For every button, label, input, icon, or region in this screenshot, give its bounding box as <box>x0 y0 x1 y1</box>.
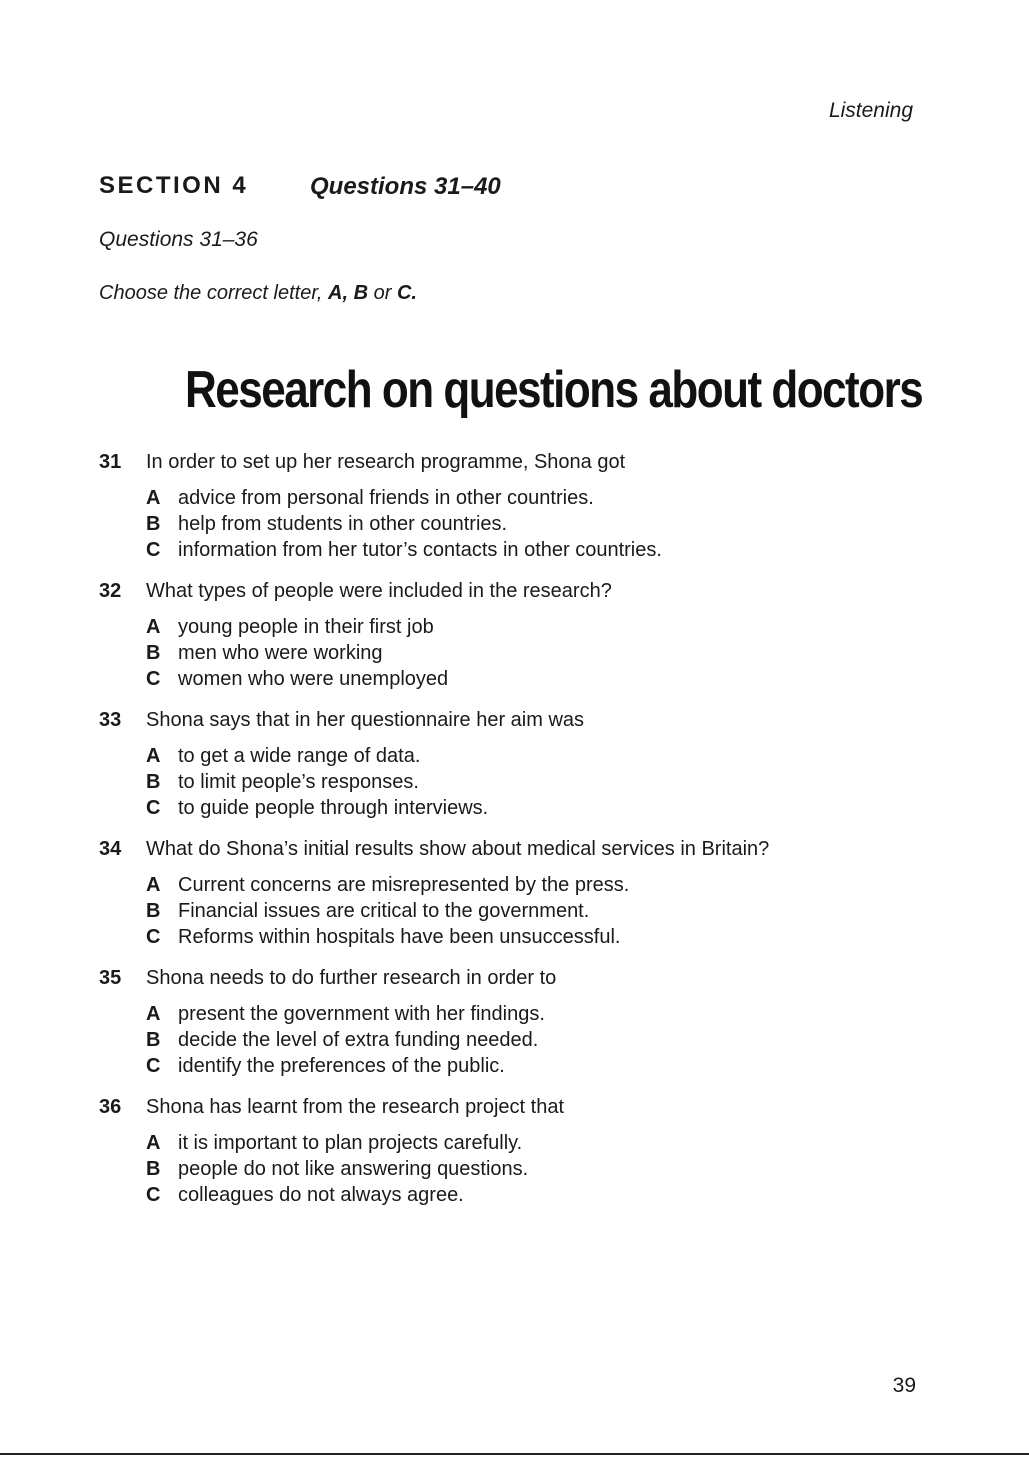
option-letter: B <box>146 771 161 793</box>
option-text: people do not like answering questions. <box>178 1158 529 1180</box>
question-35 <box>99 967 929 1081</box>
question-number: 34 <box>99 838 122 860</box>
option-b[interactable] <box>146 1158 929 1184</box>
running-header: Listening <box>828 99 913 122</box>
option-letter: B <box>146 900 161 922</box>
option-letter: B <box>146 642 161 664</box>
question-header <box>99 1096 929 1124</box>
option-c[interactable] <box>146 1184 929 1210</box>
option-text: to limit people’s responses. <box>178 771 419 793</box>
instruction <box>99 282 417 305</box>
subsection-range: Questions 31–36 <box>99 228 258 251</box>
option-a[interactable] <box>146 487 929 513</box>
option-letter: C <box>146 797 161 819</box>
option-b[interactable] <box>146 771 929 797</box>
question-stem: In order to set up her research programme, Shona got <box>146 451 626 473</box>
question-header <box>99 580 929 608</box>
question-stem: What types of people were included in the research? <box>146 580 612 602</box>
option-text: Current concerns are misrepresented by the press. <box>178 874 630 896</box>
page-number: 39 <box>892 1374 916 1397</box>
option-text: identify the preferences of the public. <box>178 1055 505 1077</box>
option-text: to get a wide range of data. <box>178 745 421 767</box>
option-c[interactable] <box>146 668 929 694</box>
option-list <box>146 874 929 952</box>
option-b[interactable] <box>146 1029 929 1055</box>
option-text: information from her tutor’s contacts in other countries. <box>178 539 662 561</box>
option-c[interactable] <box>146 926 929 952</box>
option-text: it is important to plan projects carefully. <box>178 1132 523 1154</box>
option-c[interactable] <box>146 1055 929 1081</box>
instruction-text: Choose the correct letter, <box>99 282 323 304</box>
instruction-letter-c: C. <box>396 282 417 304</box>
section-label: SECTION 4 <box>99 172 249 199</box>
option-letter: A <box>146 616 161 638</box>
option-list <box>146 487 929 565</box>
question-stem: Shona needs to do further research in order to <box>146 967 557 989</box>
option-a[interactable] <box>146 874 929 900</box>
option-letter: C <box>146 1184 161 1206</box>
question-header <box>99 709 929 737</box>
option-text: present the government with her findings. <box>178 1003 545 1025</box>
option-a[interactable] <box>146 1132 929 1158</box>
option-b[interactable] <box>146 513 929 539</box>
question-number: 36 <box>99 1096 122 1118</box>
page-title: Research on questions about doctors <box>185 361 923 419</box>
question-stem: Shona has learnt from the research project that <box>146 1096 565 1118</box>
option-text: to guide people through interviews. <box>178 797 489 819</box>
option-a[interactable] <box>146 745 929 771</box>
question-header <box>99 451 929 479</box>
option-letter: C <box>146 539 161 561</box>
option-letter: A <box>146 874 161 896</box>
option-text: colleagues do not always agree. <box>178 1184 464 1206</box>
question-36 <box>99 1096 929 1210</box>
option-a[interactable] <box>146 1003 929 1029</box>
option-b[interactable] <box>146 642 929 668</box>
option-a[interactable] <box>146 616 929 642</box>
instruction-or: or <box>373 282 392 304</box>
option-letter: C <box>146 668 161 690</box>
option-text: advice from personal friends in other countries. <box>178 487 594 509</box>
question-header <box>99 967 929 995</box>
option-letter: A <box>146 1003 161 1025</box>
question-32 <box>99 580 929 694</box>
question-header <box>99 838 929 866</box>
question-number: 35 <box>99 967 122 989</box>
option-c[interactable] <box>146 797 929 823</box>
option-letter: B <box>146 1029 161 1051</box>
option-text: decide the level of extra funding needed. <box>178 1029 539 1051</box>
option-letter: C <box>146 1055 161 1077</box>
option-letter: C <box>146 926 161 948</box>
question-number: 31 <box>99 451 122 473</box>
instruction-letter-b: B <box>353 282 369 304</box>
option-b[interactable] <box>146 900 929 926</box>
bottom-divider <box>0 1453 1029 1455</box>
section-question-range: Questions 31–40 <box>310 173 501 200</box>
question-31 <box>99 451 929 565</box>
question-34 <box>99 838 929 952</box>
option-letter: A <box>146 1132 161 1154</box>
option-letter: A <box>146 745 161 767</box>
option-letter: B <box>146 513 161 535</box>
option-list <box>146 616 929 694</box>
option-text: help from students in other countries. <box>178 513 508 535</box>
option-list <box>146 1003 929 1081</box>
option-text: women who were unemployed <box>178 668 449 690</box>
option-list <box>146 1132 929 1210</box>
option-text: young people in their first job <box>178 616 434 638</box>
option-letter: A <box>146 487 161 509</box>
section-heading <box>99 172 501 200</box>
option-letter: B <box>146 1158 161 1180</box>
option-text: men who were working <box>178 642 383 664</box>
question-number: 32 <box>99 580 122 602</box>
option-list <box>146 745 929 823</box>
question-33 <box>99 709 929 823</box>
instruction-letter-a: A, <box>328 282 349 304</box>
question-stem: What do Shona’s initial results show about medical services in Britain? <box>146 838 770 860</box>
option-text: Financial issues are critical to the government. <box>178 900 590 922</box>
question-number: 33 <box>99 709 122 731</box>
option-text: Reforms within hospitals have been unsuccessful. <box>178 926 621 948</box>
question-stem: Shona says that in her questionnaire her aim was <box>146 709 585 731</box>
question-list <box>99 451 929 1225</box>
option-c[interactable] <box>146 539 929 565</box>
